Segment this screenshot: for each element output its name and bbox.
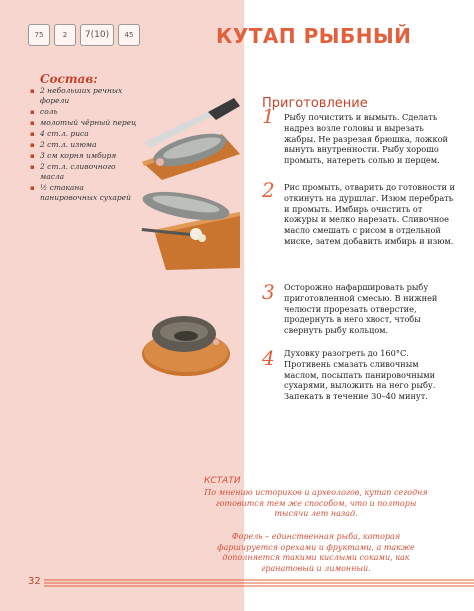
ingredient-item: ▪ молотый чёрный перец <box>28 118 140 128</box>
page-number: 32 <box>28 576 41 587</box>
ingredient-item: ▪ 2 ст.л. изюма <box>28 140 140 150</box>
footer-decorative-lines <box>0 578 474 588</box>
step-text: Духовку разогреть до 160°С. Противень смазать сливочным маслом, посыпать панировочными сухарями, выложить на него рыбу. Запекать в течение 30–40 минут. <box>284 348 436 402</box>
servings-badge: 2 <box>54 24 76 46</box>
ingredient-item: ▪ соль <box>28 107 140 117</box>
step-number: 2 <box>262 178 275 202</box>
ingredient-item: ▪ ½ стакана панировочных сухарей <box>28 183 140 203</box>
ingredients-list <box>28 86 140 204</box>
preparation-heading: Приготовление <box>262 96 368 111</box>
photo-fish-cleaning <box>136 92 242 182</box>
step-text: Рис промыть, отварить до готовности и откинуть на дуршлаг. Изюм перебрать и промыть. Имбирь очистить от кожуры и мелко нарезать. Сливочное масло смешать с рисом в отдельной миске, затем добавить имбирь и изюм. <box>284 182 455 246</box>
photo-fish-ring <box>136 296 242 386</box>
note-heading: КСТАТИ <box>204 476 241 486</box>
step-number: 1 <box>262 104 275 128</box>
step-number: 3 <box>262 280 275 304</box>
difficulty-badge: 7(10) <box>80 24 114 46</box>
photo-fish-with-ginger <box>136 180 242 270</box>
ingredient-item: ▪ 3 см корня имбиря <box>28 151 140 161</box>
step-text: Рыбу почистить и вымыть. Сделать надрез возле головы и вырезать жабры. Не разрезая брюшка, ложкой вынуть внутренности. Рыбу хорошо промыть, натереть солью и перцем. <box>284 112 448 166</box>
ingredient-item: ▪ 2 небольших речных форели <box>28 86 140 106</box>
recipe-title: КУТАП РЫБНЫЙ <box>216 24 412 48</box>
recipe-info-badges <box>28 24 140 46</box>
step-number: 4 <box>262 346 275 370</box>
calories-badge: 45 <box>118 24 140 46</box>
ingredient-item: ▪ 2 ст.л. сливочного масла <box>28 162 140 182</box>
ingredient-item: ▪ 4 ст.л. риса <box>28 129 140 139</box>
step-text: Осторожно нафаршировать рыбу приготовленной смесью. В нижней челюсти прорезать отверстие, продернуть в него хвост, чтобы свернуть рыбу кольцом. <box>284 282 438 336</box>
clock-badge: 75 <box>28 24 50 46</box>
note-paragraph: По мнению историков и археологов, кутап сегодня готовится тем же способом, что и полторы тысячи лет назад. <box>204 488 428 519</box>
ingredients-heading: Состав: <box>40 72 98 86</box>
note-paragraph: Форель – единственная рыба, которая фаршируется орехами и фруктами, а также дополняется такими кислыми соками, как гранатовый и лимонный. <box>217 532 415 573</box>
